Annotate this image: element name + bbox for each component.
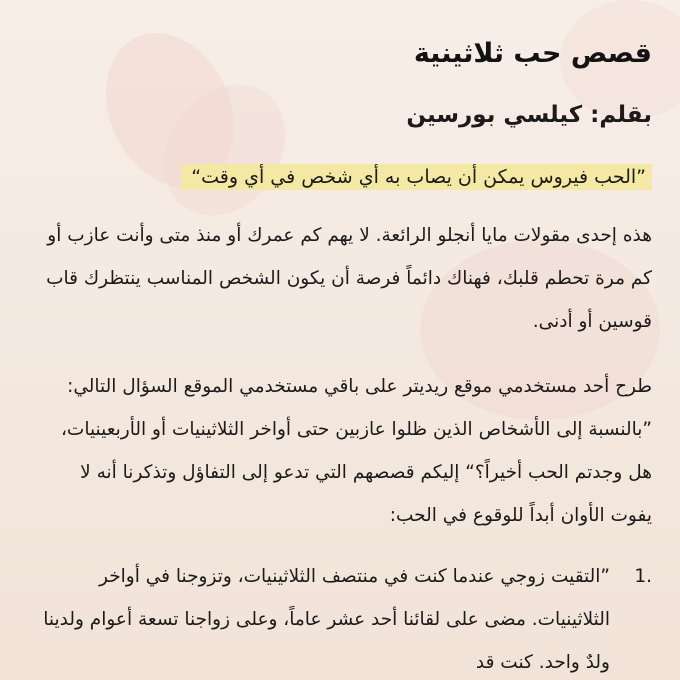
article-title: قصص حب ثلاثينية — [413, 38, 652, 69]
story-list — [42, 555, 652, 680]
paragraph-reddit: طرح أحد مستخدمي موقع ريديتر على باقي مستخدمي الموقع السؤال التالي: ”بالنسبة إلى الأشخاص الذين ظلوا عازبين حتى أواخر الثلاثينيات أو الأربعينيات، هل وجدتم الحب أخيراً؟“ إليكم قصصهم التي تدعو إلى التفاؤل وتذكرنا أنه لا يفوت الأوان أبداً للوقوع في الحب: — [60, 376, 652, 526]
quote-text: ”الحب فيروس يمكن أن يصاب به أي شخص في أي وقت“ — [181, 164, 652, 190]
list-item-number: 1. — [634, 566, 652, 587]
paragraph-intro: هذه إحدى مقولات مايا أنجلو الرائعة. لا يهم كم عمرك أو منذ متى وأنت عازب أو كم مرة تحطم قلبك، فهناك دائماً فرصة أن يكون الشخص المناسب ينتظرك قاب قوسين أو أدنى. — [46, 225, 652, 332]
article-author: بقلم: كيلسي بورسين — [406, 102, 652, 128]
list-item-text: ”التقيت زوجي عندما كنت في منتصف الثلاثينيات، وتزوجنا في أواخر الثلاثينيات. مضى على لقائنا أحد عشر عاماً، وعلى زواجنا تسعة أعوام ولدينا ولدٌ واحد. كنت قد — [43, 566, 610, 673]
highlighted-quote — [42, 162, 652, 192]
article-content — [42, 18, 652, 680]
list-item — [42, 555, 652, 680]
